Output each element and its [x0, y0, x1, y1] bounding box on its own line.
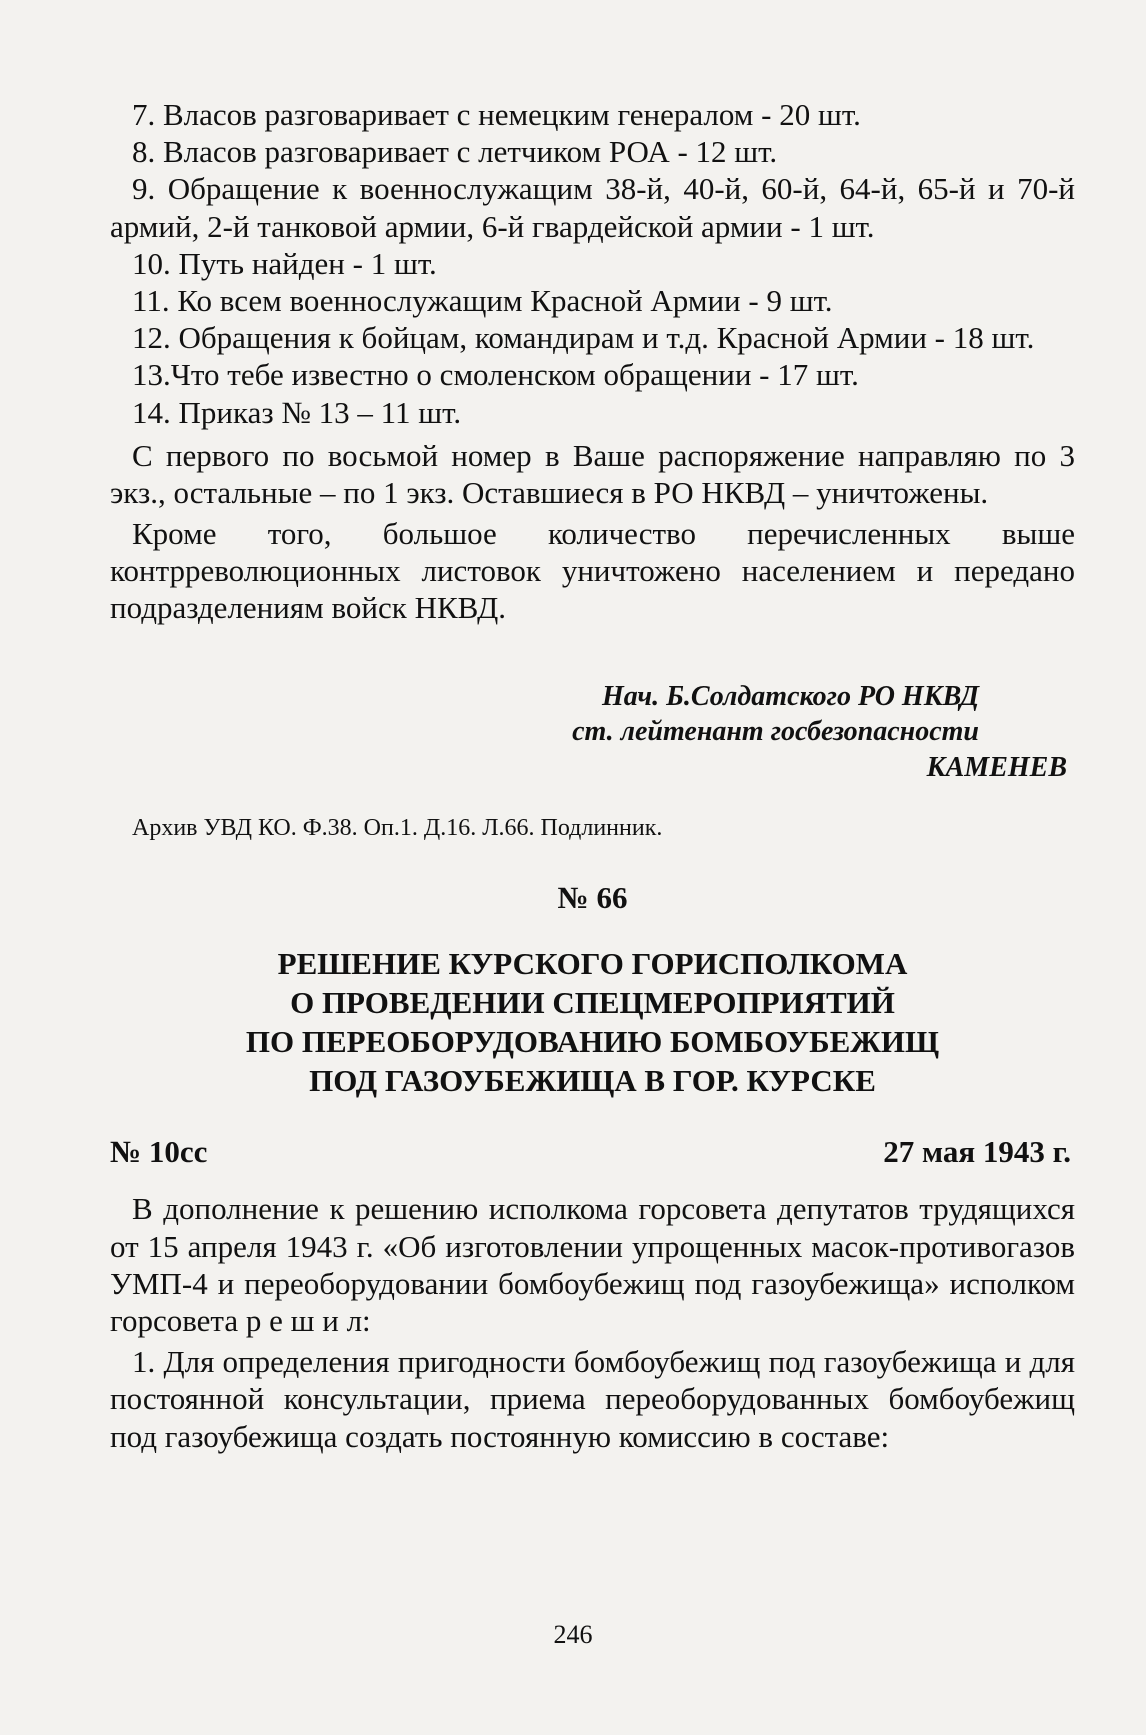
signature-position: Нач. Б.Солдатского РО НКВД [601, 680, 979, 712]
signature-block [110, 679, 1075, 786]
title-line: ПО ПЕРЕОБОРУДОВАНИЮ БОМБОУБЕЖИЩ [245, 1024, 940, 1060]
decision-date: 27 мая 1943 г. [883, 1134, 1071, 1170]
leaflet-list [110, 96, 1075, 431]
list-item: 8. Власов разговаривает с летчиком РОА - 12 шт. [132, 134, 778, 170]
document-title [110, 944, 1075, 1100]
list-item: 13.Что тебе известно о смоленском обращении - 17 шт. [132, 357, 859, 393]
title-line: РЕШЕНИЕ КУРСКОГО ГОРИСПОЛКОМА [277, 946, 908, 982]
list-item: 14. Приказ № 13 – 11 шт. [132, 394, 462, 430]
decision-meta [110, 1134, 1075, 1170]
signature-rank: ст. лейтенант госбезопасности [572, 716, 979, 748]
signature-name: КАМЕНЕВ [926, 751, 1067, 783]
destroyed-leaflets-paragraph: Кроме того, большое количество перечисленных выше контрреволюционных листовок уничтожено населением и передано подразделениям войск НКВД. [110, 516, 1075, 626]
title-line: ПОД ГАЗОУБЕЖИЩА В ГОР. КУРСКЕ [309, 1063, 876, 1099]
list-item: 7. Власов разговаривает с немецким генералом - 20 шт. [132, 97, 861, 132]
distribution-paragraph: С первого по восьмой номер в Ваше распоряжение направляю по 3 экз., остальные – по 1 экз. Оставшиеся в РО НКВД – уничтожены. [110, 437, 1075, 510]
document-number: № 66 [557, 880, 628, 916]
decision-body [110, 1190, 1075, 1454]
list-item: 12. Обращения к бойцам, командирам и т.д. Красной Армии - 18 шт. [132, 320, 1035, 356]
page-number: 246 [553, 1620, 593, 1649]
decision-number: № 10сс [110, 1134, 208, 1170]
list-item: 11. Ко всем военнослужащим Красной Армии - 9 шт. [132, 282, 833, 318]
archive-reference: Архив УВД КО. Ф.38. Оп.1. Д.16. Л.66. Подлинник. [132, 815, 663, 842]
list-item: 10. Путь найден - 1 шт. [132, 245, 437, 281]
list-item: 9. Обращение к военнослужащим 38-й, 40-й, 60-й, 64-й, 65-й и 70-й армий, 2-й танковой армии, 6-й гвардейской армии - 1 шт. [110, 171, 1075, 244]
title-line: О ПРОВЕДЕНИИ СПЕЦМЕРОПРИЯТИЙ [290, 985, 895, 1021]
document-page [110, 96, 1075, 1459]
body-paragraph: В дополнение к решению исполкома горсовета депутатов трудящихся от 15 апреля 1943 г. «Об изготовлении упрощенных масок-противогазов УМП-4 и переоборудовании бомбоубежищ под газоубежища» исполком горсовета р е ш и л: [110, 1191, 1075, 1339]
body-paragraph: 1. Для определения пригодности бомбоубежищ под газоубежища и для постоянной консультации, приема переоборудованных бомбоубежищ под газоубежища создать постоянную комиссию в составе: [110, 1344, 1075, 1454]
